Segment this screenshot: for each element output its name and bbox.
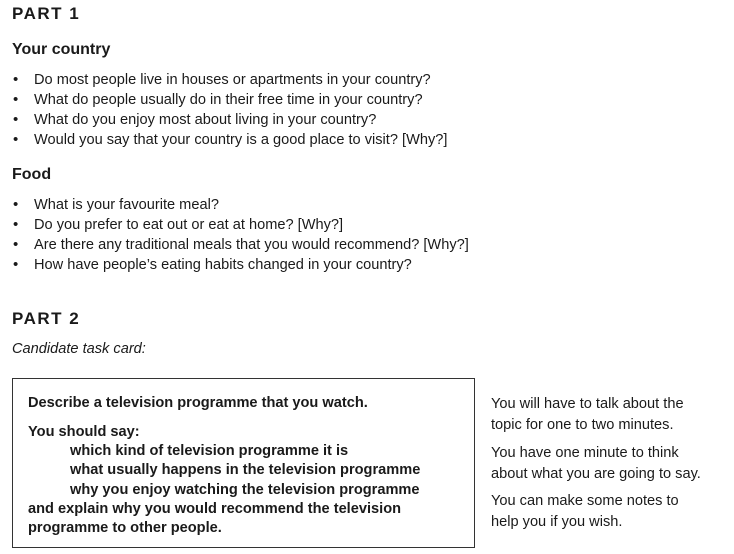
side-note-line: about what you are going to say.	[491, 466, 701, 482]
question-list-your-country	[12, 70, 447, 150]
question-text: How have people’s eating habits changed in your country?	[34, 257, 412, 273]
list-item	[12, 90, 447, 110]
bullet-icon: •	[13, 131, 19, 148]
list-item	[12, 130, 447, 150]
side-note-line: help you if you wish.	[491, 514, 623, 530]
side-note	[491, 443, 701, 485]
question-text: What do people usually do in their free time in your country?	[34, 92, 423, 108]
list-item	[12, 255, 469, 275]
part1-heading: PART 1	[12, 4, 81, 23]
question-list-food	[12, 195, 469, 275]
part2-heading: PART 2	[12, 309, 81, 328]
card-topic: Describe a television programme that you watch.	[28, 395, 368, 411]
bullet-icon: •	[13, 216, 19, 233]
bullet-icon: •	[13, 236, 19, 253]
card-point: why you enjoy watching the television programme	[70, 482, 420, 498]
card-closing-line: and explain why you would recommend the television	[28, 501, 402, 517]
list-item	[12, 215, 469, 235]
side-note-line: topic for one to two minutes.	[491, 417, 674, 433]
list-item	[12, 110, 447, 130]
bullet-icon: •	[13, 256, 19, 273]
list-item	[12, 235, 469, 255]
side-note-line: You will have to talk about the	[491, 396, 684, 412]
section-title-your-country: Your country	[12, 41, 111, 58]
side-note-line: You can make some notes to	[491, 493, 679, 509]
card-you-should-say: You should say:	[28, 424, 140, 440]
bullet-icon: •	[13, 91, 19, 108]
bullet-icon: •	[13, 111, 19, 128]
question-text: What is your favourite meal?	[34, 197, 219, 213]
section-title-food: Food	[12, 166, 52, 183]
list-item	[12, 195, 469, 215]
question-text: What do you enjoy most about living in your country?	[34, 112, 377, 128]
bullet-icon: •	[13, 196, 19, 213]
task-card	[12, 378, 475, 548]
card-closing-line: programme to other people.	[28, 520, 222, 536]
question-text: Are there any traditional meals that you would recommend? [Why?]	[34, 237, 469, 253]
question-text: Do you prefer to eat out or eat at home? [Why?]	[34, 217, 344, 233]
side-note	[491, 394, 684, 436]
question-text: Would you say that your country is a good place to visit? [Why?]	[34, 132, 448, 148]
card-point: which kind of television programme it is	[70, 443, 349, 459]
bullet-icon: •	[13, 71, 19, 88]
task-card-subtitle: Candidate task card:	[12, 341, 146, 357]
list-item	[12, 70, 447, 90]
side-note	[491, 491, 679, 533]
side-note-line: You have one minute to think	[491, 445, 679, 461]
card-point: what usually happens in the television programme	[70, 462, 421, 478]
question-text: Do most people live in houses or apartments in your country?	[34, 72, 431, 88]
